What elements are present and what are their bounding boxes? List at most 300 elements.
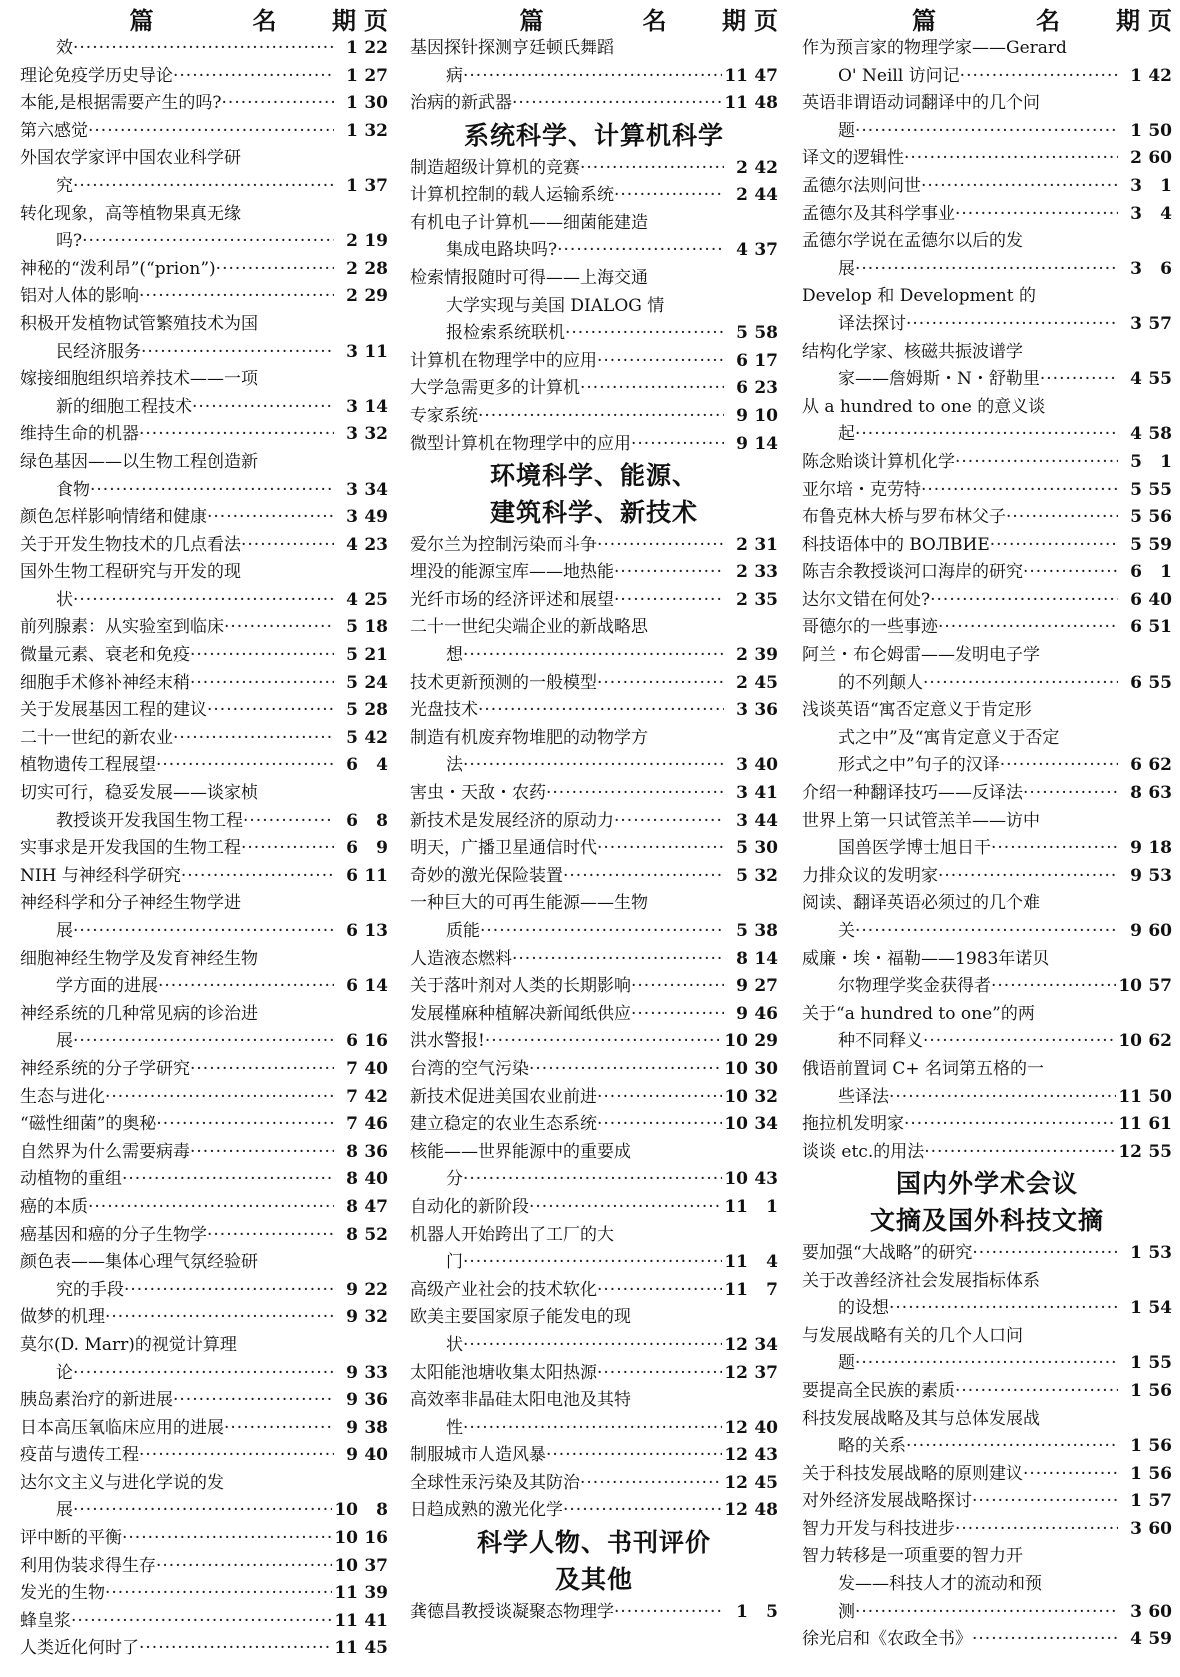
section-heading: 系统科学、计算机科学 — [463, 120, 724, 150]
entry-title: 人类近化何时了 — [20, 1638, 139, 1659]
entry-issue: 6 — [1130, 672, 1142, 693]
entry-page: 59 — [1148, 1629, 1172, 1650]
entry-title: 起 — [838, 424, 855, 445]
toc-entry — [20, 1525, 388, 1553]
entry-title: 想 — [446, 645, 463, 666]
entry-issue: 9 — [736, 1003, 748, 1024]
entry-issue: 5 — [1130, 507, 1142, 528]
entry-ref — [724, 863, 778, 891]
leader-dots — [960, 63, 1118, 91]
toc-entry — [802, 1626, 1172, 1654]
leader-dots — [124, 1277, 334, 1305]
header-title-left: 篇 — [129, 6, 154, 35]
entry-title: 发光的生物 — [20, 1583, 105, 1604]
entry-page: 42 — [1148, 65, 1172, 86]
entry-ref — [1118, 449, 1172, 477]
leader-dots — [955, 449, 1118, 477]
toc-entry — [20, 63, 388, 91]
entry-title: 日本高压氧临床应用的进展 — [20, 1417, 224, 1438]
entry-issue: 10 — [724, 1169, 748, 1190]
entry-page: 32 — [754, 1086, 778, 1107]
toc-entry — [410, 808, 778, 836]
entry-issue: 2 — [346, 258, 358, 279]
entry-issue: 5 — [346, 672, 358, 693]
toc-entry — [410, 237, 778, 265]
entry-issue: 12 — [724, 1417, 748, 1438]
entry-ref — [332, 1580, 388, 1608]
entry-ref — [724, 587, 778, 615]
entry-issue: 8 — [1130, 783, 1142, 804]
leader-dots — [546, 780, 724, 808]
entry-issue: 2 — [346, 231, 358, 252]
entry-title: 展 — [838, 258, 855, 279]
entry-ref — [722, 1249, 778, 1277]
entry-page: 24 — [364, 672, 388, 693]
entry-ref — [724, 752, 778, 780]
entry-page: 59 — [1148, 534, 1172, 555]
entry-page: 32 — [364, 424, 388, 445]
entry-title-line: 切实可行，稳妥发展——谈家桢 — [20, 783, 258, 804]
entry-title: 达尔文错在何处? — [802, 589, 931, 610]
entry-ref — [334, 504, 388, 532]
entry-title: 译文的逻辑性 — [802, 148, 904, 169]
entry-title: 专家系统 — [410, 405, 478, 426]
entry-issue: 1 — [1130, 1298, 1142, 1319]
leader-dots — [173, 1387, 334, 1415]
entry-ref — [722, 1056, 778, 1084]
entry-title: 题 — [838, 120, 855, 141]
toc-entry — [802, 145, 1172, 173]
entry-title: 技术更新预测的一般模型 — [410, 672, 597, 693]
entry-issue: 11 — [724, 65, 748, 86]
entry-issue: 1 — [1130, 1436, 1142, 1457]
leader-dots — [73, 587, 334, 615]
leader-dots — [463, 642, 724, 670]
leader-dots — [889, 1295, 1118, 1323]
entry-page: 55 — [1148, 1141, 1172, 1162]
leader-dots — [181, 863, 334, 891]
entry-page: 29 — [364, 286, 388, 307]
entry-issue: 5 — [736, 838, 748, 859]
entry-ref — [334, 614, 388, 642]
entry-page: 62 — [1148, 755, 1172, 776]
entry-page: 47 — [754, 65, 778, 86]
entry-issue: 1 — [1130, 1491, 1142, 1512]
entry-ref — [334, 1111, 388, 1139]
entry-page: 27 — [364, 65, 388, 86]
leader-dots — [158, 973, 334, 1001]
leader-dots — [597, 670, 724, 698]
entry-ref — [722, 1166, 778, 1194]
leader-dots — [463, 1249, 722, 1277]
entry-title: 发展槿麻种植解决新闻纸供应 — [410, 1003, 631, 1024]
entry-title: 的设想 — [838, 1298, 889, 1319]
entry-title: 布鲁克林大桥与罗布林父子 — [802, 507, 1006, 528]
leader-dots — [139, 1442, 334, 1470]
entry-page: 27 — [754, 976, 778, 997]
entry-ref — [334, 973, 388, 1001]
entry-title: 神经系统的分子学研究 — [20, 1058, 190, 1079]
entry-title-line: 阿兰・布仑姆雷——发明电子学 — [802, 645, 1040, 666]
entry-page: 48 — [754, 93, 778, 114]
entry-title: 状 — [56, 589, 73, 610]
entry-issue: 1 — [346, 38, 358, 58]
entry-title: 展 — [56, 921, 73, 941]
entry-title: 太阳能池塘收集太阳热源 — [410, 1362, 597, 1383]
entry-ref — [334, 256, 388, 284]
entry-page: 39 — [754, 645, 778, 666]
entry-issue: 6 — [346, 810, 358, 831]
leader-dots — [557, 237, 724, 265]
entry-issue: 8 — [346, 1224, 358, 1245]
entry-issue: 7 — [346, 1086, 358, 1107]
entry-ref — [334, 1277, 388, 1305]
entry-title: 大学急需更多的计算机 — [410, 378, 580, 399]
entry-ref — [722, 1497, 778, 1525]
toc-entry — [20, 1415, 388, 1443]
entry-title-line: 孟德尔学说在孟德尔以后的发 — [802, 231, 1023, 252]
leader-dots — [855, 421, 1118, 449]
entry-title: 集成电路块吗? — [446, 240, 558, 261]
entry-page: 47 — [364, 1196, 388, 1217]
entries-list — [410, 35, 778, 1626]
leader-dots — [955, 1516, 1118, 1544]
entry-page: 62 — [1148, 1031, 1172, 1052]
entry-title: 埋没的能源宝库——地热能 — [410, 562, 614, 583]
entry-title-line: 威廉・埃・福勒——1983年诺贝 — [802, 948, 1050, 969]
entry-issue: 5 — [1130, 479, 1142, 500]
entry-ref — [1116, 1084, 1172, 1112]
toc-entry — [802, 173, 1172, 201]
toc-entry — [410, 155, 778, 183]
entry-ref — [1118, 587, 1172, 615]
toc-entry — [20, 614, 388, 642]
section-heading: 文摘及国外科技文摘 — [869, 1206, 1104, 1236]
entry-page: 60 — [1148, 1601, 1172, 1622]
entry-ref — [722, 63, 778, 91]
entry-title: 状 — [446, 1334, 463, 1355]
leader-dots — [855, 1350, 1118, 1378]
entry-title: 癌基因和癌的分子生物学 — [20, 1224, 207, 1245]
entry-ref — [724, 918, 778, 946]
entry-ref — [722, 1084, 778, 1112]
leader-dots — [122, 1525, 332, 1553]
entry-title-line: 结构化学家、核磁共振波谱学 — [802, 341, 1023, 362]
entry-page: 56 — [1148, 1380, 1172, 1401]
entry-title: 种不同释义 — [838, 1031, 923, 1052]
leader-dots — [546, 1442, 722, 1470]
toc-entry — [20, 35, 388, 63]
entry-issue: 2 — [736, 589, 748, 610]
entry-page: 51 — [1148, 617, 1172, 638]
leader-dots — [207, 504, 334, 532]
entry-title-line: 机器人开始跨出了工厂的大 — [410, 1224, 614, 1245]
entry-page: 10 — [754, 405, 778, 426]
entry-issue: 6 — [346, 921, 358, 941]
entry-ref — [334, 228, 388, 256]
entry-ref — [1118, 1516, 1172, 1544]
header-page: 页 — [364, 6, 388, 35]
entry-issue: 6 — [1130, 755, 1142, 776]
leader-dots — [855, 918, 1118, 946]
entry-title-line: 发——科技人才的流动和预 — [838, 1574, 1042, 1595]
leader-dots — [904, 145, 1118, 173]
entry-issue: 9 — [346, 1390, 358, 1411]
entry-ref — [1118, 614, 1172, 642]
entry-page: 32 — [364, 120, 388, 141]
entry-page: 55 — [1148, 369, 1172, 390]
toc-entry — [802, 477, 1172, 505]
toc-entry — [20, 256, 388, 284]
entry-issue: 12 — [724, 1500, 748, 1521]
entry-ref — [722, 1332, 778, 1360]
entry-page: 37 — [754, 1362, 778, 1383]
entry-issue: 4 — [346, 589, 358, 610]
entry-page: 9 — [376, 838, 388, 859]
entry-ref — [334, 1222, 388, 1250]
entry-page: 42 — [364, 1086, 388, 1107]
leader-dots — [73, 1360, 334, 1388]
leader-dots — [563, 863, 724, 891]
entry-issue: 9 — [346, 1417, 358, 1438]
entry-ref — [724, 946, 778, 974]
toc-entry — [20, 1194, 388, 1222]
entry-ref — [1118, 63, 1172, 91]
entry-title-line: 关于改善经济社会发展指标体系 — [802, 1270, 1040, 1291]
entry-issue: 11 — [334, 1610, 358, 1631]
toc-entry — [410, 1249, 778, 1277]
header-issue: 期 — [332, 6, 356, 35]
toc-entry — [20, 1222, 388, 1250]
entry-title: 光纤市场的经济评述和展望 — [410, 589, 614, 610]
leader-dots — [597, 1111, 722, 1139]
toc-entry — [410, 403, 778, 431]
entry-ref — [722, 90, 778, 118]
entry-issue: 9 — [346, 1445, 358, 1466]
toc-entry — [802, 614, 1172, 642]
entry-page: 49 — [364, 507, 388, 528]
toc-entry — [802, 1378, 1172, 1406]
entry-page: 18 — [1148, 838, 1172, 859]
entry-ref — [334, 1139, 388, 1167]
entry-issue: 1 — [1130, 1380, 1142, 1401]
entry-ref — [334, 1028, 388, 1056]
entry-title-line: 达尔文主义与进化学说的发 — [20, 1472, 224, 1493]
entry-issue: 8 — [346, 1196, 358, 1217]
entry-title-line: 制造有机废弃物堆肥的动物学方 — [410, 727, 648, 748]
header-issue: 期 — [722, 6, 746, 35]
leader-dots — [921, 477, 1118, 505]
entry-title: 制造超级计算机的竞赛 — [410, 157, 580, 178]
toc-entry — [410, 1277, 778, 1305]
leader-dots — [190, 642, 334, 670]
entry-title: 颜色怎样影响情绪和健康 — [20, 507, 207, 528]
toc-entry — [410, 63, 778, 91]
entry-title: 利用伪装求得生存 — [20, 1555, 156, 1576]
toc-entry — [20, 1166, 388, 1194]
entry-issue: 5 — [736, 865, 748, 886]
entry-issue: 3 — [1130, 175, 1142, 196]
entry-title: 陈吉余教授谈河口海岸的研究 — [802, 562, 1023, 583]
entry-issue: 6 — [1130, 589, 1142, 610]
entry-ref — [1118, 256, 1172, 284]
entry-ref — [334, 587, 388, 615]
entry-title: 教授谈开发我国生物工程 — [56, 810, 243, 831]
entry-title: 做梦的机理 — [20, 1307, 105, 1328]
entry-issue: 11 — [1118, 1114, 1142, 1135]
entry-issue: 9 — [736, 405, 748, 426]
toc-entry — [20, 1580, 388, 1608]
header-title-left: 篇 — [912, 6, 936, 35]
entry-issue: 6 — [736, 378, 748, 399]
entry-issue: 4 — [1130, 369, 1142, 390]
entry-title: 性 — [446, 1417, 463, 1438]
leader-dots — [563, 1497, 722, 1525]
entry-issue: 3 — [736, 810, 748, 831]
entry-page: 48 — [754, 1500, 778, 1521]
entry-issue: 11 — [334, 1638, 358, 1659]
toc-entry — [802, 449, 1172, 477]
leader-dots — [173, 725, 334, 753]
entry-ref — [1118, 504, 1172, 532]
entry-page: 43 — [754, 1169, 778, 1190]
entry-ref — [334, 173, 388, 201]
entry-title: 神秘的“泼利昂”(“prion”) — [20, 258, 216, 279]
entry-title: 关于科技发展战略的原则建议 — [802, 1463, 1023, 1484]
toc-entry — [410, 780, 778, 808]
entry-ref — [334, 118, 388, 146]
entry-title: 国兽医学博士旭日干 — [838, 838, 991, 859]
entry-page: 56 — [1148, 507, 1172, 528]
entry-ref — [724, 155, 778, 183]
entry-page: 40 — [754, 755, 778, 776]
entry-ref — [332, 1608, 388, 1636]
entry-ref — [724, 642, 778, 670]
toc-entry — [410, 1442, 778, 1470]
entry-title: 自动化的新阶段 — [410, 1196, 529, 1217]
entry-page: 14 — [754, 948, 778, 969]
entry-title-line: 基因探针探测亨廷顿氏舞蹈 — [410, 38, 614, 58]
entry-title-line: 阅读、翻译英语必须过的几个难 — [802, 893, 1040, 914]
column-header — [20, 6, 388, 35]
toc-entry — [20, 283, 388, 311]
entry-ref — [334, 90, 388, 118]
toc-entry — [802, 1028, 1172, 1056]
entry-title: NIH 与神经科学研究 — [20, 865, 181, 886]
entry-title-line: 细胞神经生物学及发育神经生物 — [20, 948, 258, 969]
entry-title: 前列腺素：从实验室到临床 — [20, 617, 224, 638]
leader-dots — [1040, 366, 1118, 394]
entry-page: 1 — [1160, 451, 1172, 472]
entry-title: 计算机在物理学中的应用 — [410, 350, 597, 371]
entry-page: 44 — [754, 185, 778, 206]
entry-page: 29 — [754, 1031, 778, 1052]
leader-dots — [990, 532, 1118, 560]
entry-page: 33 — [754, 562, 778, 583]
leader-dots — [190, 1056, 334, 1084]
entry-ref — [1118, 1488, 1172, 1516]
entry-title: 对外经济发展战略探讨 — [802, 1491, 972, 1512]
entry-page: 14 — [754, 433, 778, 454]
leader-dots — [222, 90, 334, 118]
entry-ref — [722, 1111, 778, 1139]
entry-ref — [1116, 1139, 1172, 1167]
leader-dots — [597, 348, 724, 376]
entry-ref — [1118, 752, 1172, 780]
entry-title: 家——詹姆斯・N・舒勒里 — [838, 369, 1040, 390]
entry-page: 46 — [754, 1003, 778, 1024]
leader-dots — [930, 587, 1118, 615]
toc-entry — [410, 973, 778, 1001]
section-heading: 国内外学术会议 — [895, 1169, 1078, 1199]
toc-entry — [802, 780, 1172, 808]
entry-issue: 3 — [736, 783, 748, 804]
entry-ref — [722, 1470, 778, 1498]
entry-page: 45 — [754, 672, 778, 693]
entry-issue: 1 — [346, 65, 358, 86]
entry-page: 52 — [364, 1224, 388, 1245]
entry-title-line: 世界上第一只试管羔羊——访中 — [802, 810, 1040, 831]
entry-page: 37 — [364, 175, 388, 196]
leader-dots — [156, 1111, 334, 1139]
entry-title-line: 从 a hundred to one 的意义谈 — [802, 396, 1046, 417]
toc-entry — [410, 1028, 778, 1056]
entry-page: 30 — [754, 1058, 778, 1079]
toc-entry — [20, 1111, 388, 1139]
entry-ref — [724, 697, 778, 725]
toc-entry — [20, 1442, 388, 1470]
entry-page: 34 — [364, 479, 388, 500]
toc-column-2 — [410, 6, 778, 1674]
toc-entry — [410, 1415, 778, 1443]
leader-dots — [216, 256, 334, 284]
entry-title-line: 绿色基因——以生物工程创造新 — [20, 451, 258, 472]
leader-dots — [972, 1488, 1118, 1516]
entry-title-line: 二十一世纪尖端企业的新战略思 — [410, 617, 648, 638]
entry-title: 害虫・天敌・农药 — [410, 783, 546, 804]
entry-title-line: 莫尔(D. Marr)的视觉计算理 — [20, 1334, 237, 1355]
toc-entry — [802, 1350, 1172, 1378]
entry-ref — [334, 63, 388, 91]
entries-list — [802, 35, 1172, 1654]
entry-issue: 3 — [346, 341, 358, 362]
entry-title: 二十一世纪的新农业 — [20, 727, 173, 748]
entry-page: 42 — [364, 727, 388, 748]
entry-issue: 3 — [1130, 1518, 1142, 1539]
entry-issue: 5 — [346, 617, 358, 638]
entry-title-line: 神经科学和分子神经生物学进 — [20, 893, 241, 914]
entry-page: 58 — [1148, 424, 1172, 445]
toc-entry — [410, 1111, 778, 1139]
leader-dots — [478, 697, 724, 725]
toc-entry — [20, 835, 388, 863]
entry-issue: 4 — [736, 240, 748, 261]
toc-entry — [802, 532, 1172, 560]
entry-issue: 6 — [346, 838, 358, 859]
entry-issue: 1 — [736, 1601, 748, 1622]
toc-entry — [410, 182, 778, 210]
entry-issue: 2 — [736, 185, 748, 206]
header-issue: 期 — [1116, 6, 1140, 35]
leader-dots — [955, 1378, 1118, 1406]
header-title-right: 名 — [1036, 6, 1060, 35]
entry-title: 谈谈 etc.的用法 — [802, 1141, 925, 1162]
entry-title: 铝对人体的影响 — [20, 286, 139, 307]
entry-ref — [724, 973, 778, 1001]
toc-entry — [802, 587, 1172, 615]
leader-dots — [139, 283, 334, 311]
entry-title: 些译法 — [838, 1086, 889, 1107]
